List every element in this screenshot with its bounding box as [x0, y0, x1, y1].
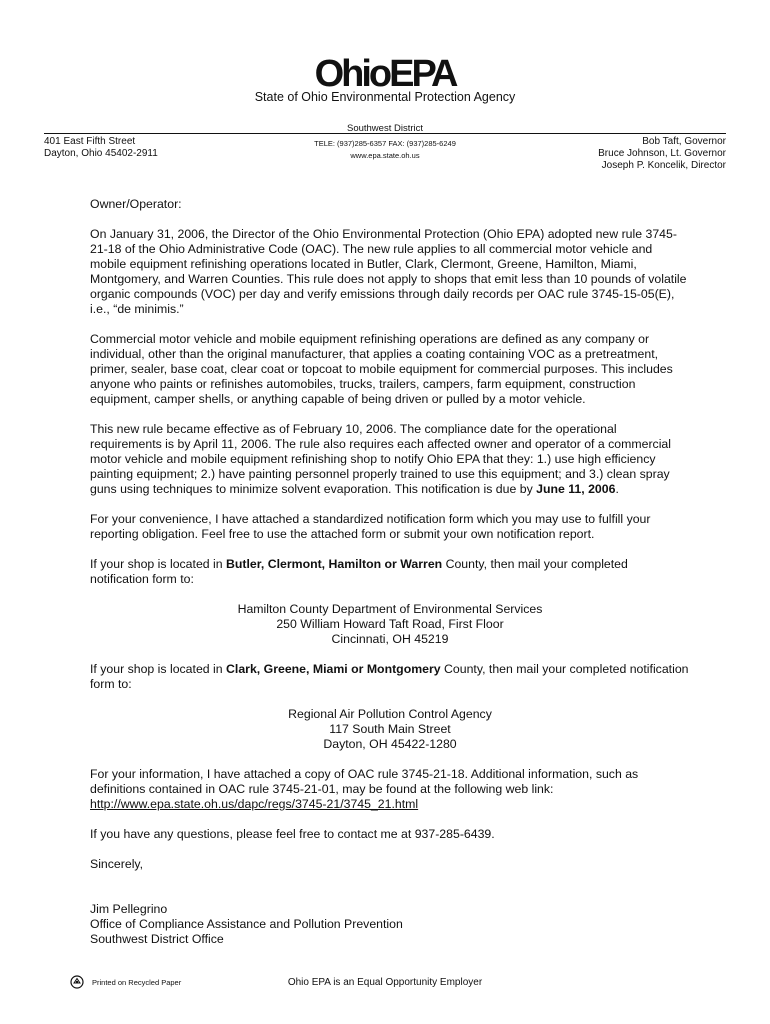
signature-office: Southwest District Office [90, 932, 224, 946]
closing: Sincerely, [90, 857, 144, 871]
rapca-address-line3: Dayton, OH 45422-1280 [323, 737, 457, 751]
official-director: Joseph P. Koncelik, Director [601, 160, 726, 171]
official-governor: Bob Taft, Governor [642, 136, 726, 147]
paragraph-hamilton-counties [90, 557, 690, 587]
paragraph-definition: Commercial motor vehicle and mobile equipment refinishing operations are defined as any company or individual, other than the original manufacturer, that applies a coating containing VOC as a pretreatment, primer, sealer, base coat, clear coat or topcoat to mobile equipment for commercial purposes. This includes anyone who paints or refinishes automobiles, trucks, trailers, campers, farm equipment, construction equipment, camper shells, or anything capable of being driven or pulled by a motor vehicle. [90, 332, 673, 406]
signature-name: Jim Pellegrino [90, 902, 168, 916]
recycled-text: Printed on Recycled Paper [92, 977, 182, 987]
p5-pre: If your shop is located in [90, 557, 227, 571]
paragraph-rapca-counties [90, 662, 690, 692]
ohio-epa-logo [300, 52, 470, 92]
p5-post: County, then mail your completed notification form to: [90, 557, 628, 586]
p6-post: County, then mail your completed notification form to: [90, 662, 689, 691]
letter-body [90, 197, 690, 947]
address-city: Dayton, Ohio 45402-2911 [44, 148, 158, 159]
paragraph-more-info: For your information, I have attached a copy of OAC rule 3745-21-18. Additional information, such as definitions contained in OAC rule 3745-21-01, may be found at the following web link: [90, 767, 639, 796]
hamilton-address [90, 602, 690, 647]
paragraph-questions: If you have any questions, please feel free to contact me at 937-285-6439. [90, 827, 495, 841]
paragraph-effective-date [90, 422, 690, 497]
hamilton-address-line2: 250 William Howard Taft Road, First Floor [276, 617, 504, 631]
p5-counties: Butler, Clermont, Hamilton or Warren [226, 557, 443, 571]
paragraph-convenience: For your convenience, I have attached a standardized notification form which you may use to fulfill your reporting obligation. Feel free to use the attached form or submit your own notification report. [90, 512, 651, 541]
p6-counties: Clark, Greene, Miami or Montgomery [226, 662, 441, 676]
rapca-address [90, 707, 690, 752]
p3-text: This new rule became effective as of February 10, 2006. The compliance date for the operational requirements is by April 11, 2006. The rule also requires each affected owner and operator of a commercial motor vehicle and mobile equipment refinishing shop to notify Ohio EPA that they: 1.) use high efficiency painting equipment; 2.) have painting personnel properly trained to use this equipment; and 3.) clean spray guns using techniques to minimize solvent evaporation. This notification is due by [90, 422, 672, 496]
rapca-address-line1: Regional Air Pollution Control Agency [288, 707, 492, 721]
signature-title: Office of Compliance Assistance and Pollution Prevention [90, 917, 403, 931]
phone-fax: TELE: (937)285-6357 FAX: (937)285-6249 [314, 139, 456, 148]
equal-opportunity: Ohio EPA is an Equal Opportunity Employer [287, 977, 483, 988]
hamilton-address-line1: Hamilton County Department of Environmental Services [237, 602, 543, 616]
letterhead-divider [44, 133, 726, 134]
officials-list [598, 136, 726, 172]
website: www.epa.state.oh.us [350, 151, 420, 160]
address-street: 401 East Fifth Street [44, 136, 136, 147]
official-lt-governor: Bruce Johnson, Lt. Governor [598, 148, 726, 159]
p3-end: . [615, 482, 619, 496]
district-name: Southwest District [346, 123, 424, 134]
agency-name: State of Ohio Environmental Protection Agency [254, 90, 516, 104]
paragraph-rule-adoption: On January 31, 2006, the Director of the Ohio Environmental Protection (Ohio EPA) adopted new rule 3745-21-18 of the Ohio Administrative Code (OAC). The new rule applies to all commercial motor vehicle and mobile equipment refinishing operations located in Butler, Clark, Clermont, Greene, Hamilton, Miami, Montgomery, and Warren Counties. This rule does not apply to shops that emit less than 10 pounds of volatile organic compounds (VOC) per day and verify emissions through daily records per OAC rule 3745-15-05(E), i.e., “de minimis.” [90, 227, 687, 316]
hamilton-address-line3: Cincinnati, OH 45219 [331, 632, 449, 646]
due-date: June 11, 2006 [536, 482, 616, 496]
salutation: Owner/Operator: [90, 197, 182, 211]
rapca-address-line2: 117 South Main Street [329, 722, 451, 736]
svg-text:OhioEPA: OhioEPA [314, 53, 456, 92]
rule-web-link[interactable]: http://www.epa.state.oh.us/dapc/regs/3745-21/3745_21.html [90, 797, 419, 811]
p6-pre: If your shop is located in [90, 662, 227, 676]
